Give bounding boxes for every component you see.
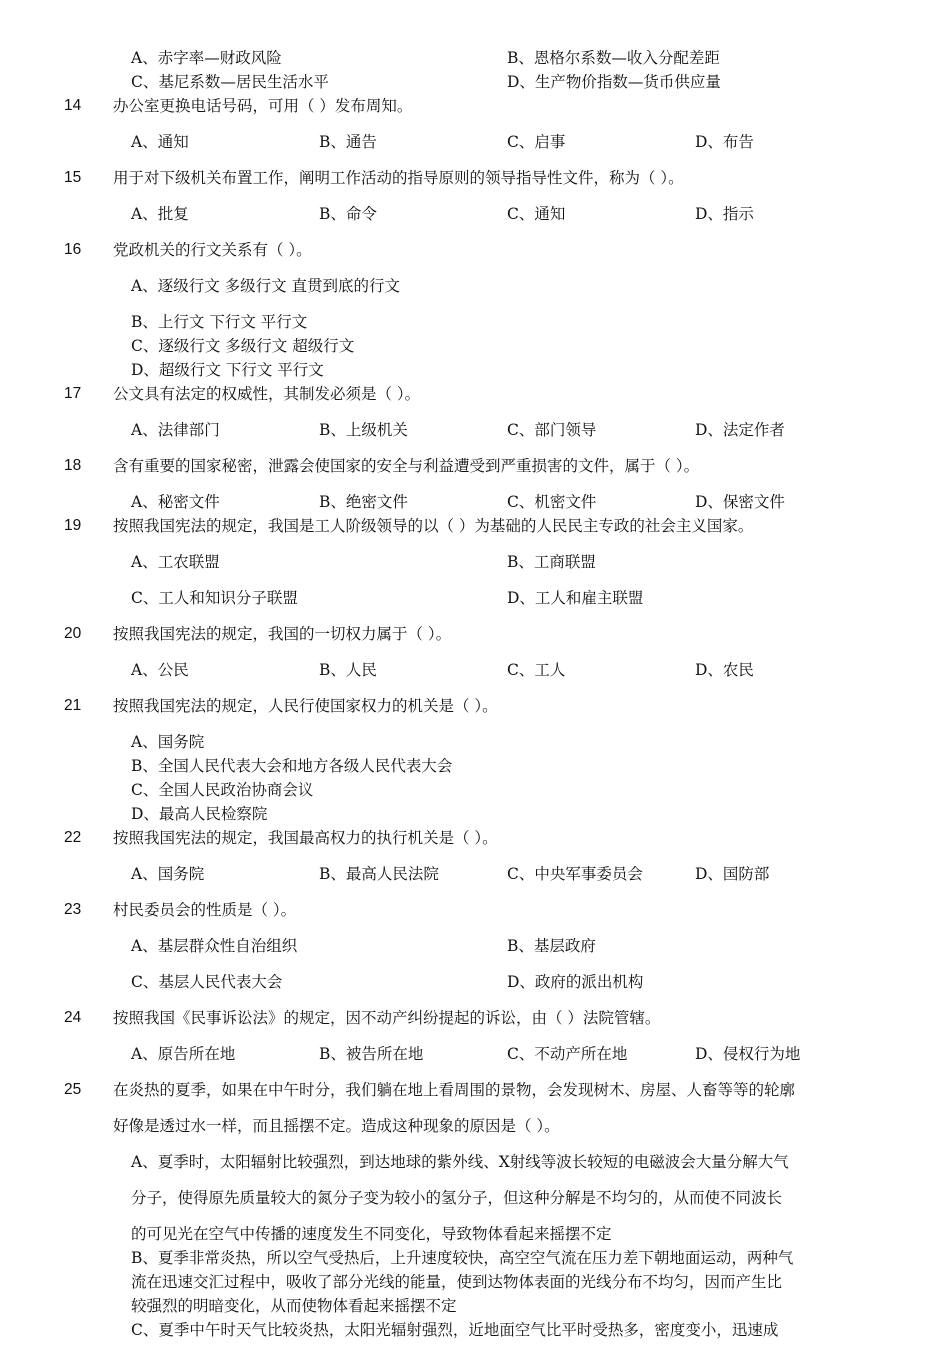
q25-option-a-line3: 的可见光在空气中传播的速度发生不同变化，导致物体看起来摇摆不定 [131, 1225, 612, 1243]
q25-option-b-line2: 流在迅速交汇过程中，吸收了部分光线的能量，使到达物体表面的光线分布不均匀，因而产生比 [131, 1273, 783, 1291]
q20-number: 20 [64, 625, 82, 642]
q16-option-b: B、上行文 下行文 平行文 [131, 313, 308, 331]
q24-option-b: B、被告所在地 [319, 1045, 424, 1063]
q17-option-c: C、部门领导 [507, 421, 597, 439]
q22-option-d: D、国防部 [695, 865, 770, 883]
q16-option-d: D、超级行文 下行文 平行文 [131, 361, 324, 379]
q24-question: 按照我国《民事诉讼法》的规定，因不动产纠纷提起的诉讼，由（ ）法院管辖。 [113, 1009, 661, 1027]
q25-option-a-line1: A、夏季时，太阳辐射比较强烈，到达地球的紫外线、X射线等波长较短的电磁波会大量分解大气 [131, 1153, 789, 1171]
q19-option-a: A、工农联盟 [131, 553, 220, 571]
q18-question: 含有重要的国家秘密，泄露会使国家的安全与利益遭受到严重损害的文件，属于（ ）。 [113, 457, 700, 475]
q24-number: 24 [64, 1009, 82, 1026]
q17-option-b: B、上级机关 [319, 421, 408, 439]
q15-option-a: A、批复 [131, 205, 189, 223]
q18-option-b: B、绝密文件 [319, 493, 408, 511]
q23-option-b: B、基层政府 [507, 937, 596, 955]
q20-option-c: C、工人 [507, 661, 566, 679]
q14-option-c: C、启事 [507, 133, 566, 151]
q19-option-d: D、工人和雇主联盟 [507, 589, 644, 607]
q25-option-c-line1: C、夏季中午时天气比较炎热，太阳光辐射强烈，近地面空气比平时受热多，密度变小，迅速成 [131, 1321, 779, 1339]
q24-option-c: C、不动产所在地 [507, 1045, 628, 1063]
q14-number: 14 [64, 97, 82, 114]
q13-option-a: A、赤字率—财政风险 [131, 49, 282, 67]
q17-number: 17 [64, 385, 82, 402]
q18-option-a: A、秘密文件 [131, 493, 220, 511]
q18-number: 18 [64, 457, 82, 474]
q16-option-a: A、逐级行文 多级行文 直贯到底的行文 [131, 277, 401, 295]
q15-number: 15 [64, 169, 82, 186]
q23-option-d: D、政府的派出机构 [507, 973, 644, 991]
q22-option-a: A、国务院 [131, 865, 205, 883]
q13-option-b: B、恩格尔系数—收入分配差距 [507, 49, 720, 67]
q19-number: 19 [64, 517, 82, 534]
q24-option-a: A、原告所在地 [131, 1045, 236, 1063]
q23-option-c: C、基层人民代表大会 [131, 973, 283, 991]
q17-option-d: D、法定作者 [695, 421, 785, 439]
q20-question: 按照我国宪法的规定，我国的一切权力属于（ ）。 [113, 625, 452, 643]
q17-option-a: A、法律部门 [131, 421, 220, 439]
q25-number: 25 [64, 1081, 82, 1098]
q19-question: 按照我国宪法的规定，我国是工人阶级领导的以（ ）为基础的人民民主专政的社会主义国家。 [113, 517, 754, 535]
q18-option-c: C、机密文件 [507, 493, 597, 511]
q15-option-c: C、通知 [507, 205, 566, 223]
q14-option-b: B、通告 [319, 133, 377, 151]
q21-option-d: D、最高人民检察院 [131, 805, 268, 823]
q20-option-a: A、公民 [131, 661, 189, 679]
q24-option-d: D、侵权行为地 [695, 1045, 801, 1063]
q22-option-b: B、最高人民法院 [319, 865, 439, 883]
q25-question-line2: 好像是透过水一样，而且摇摆不定。造成这种现象的原因是（ ）。 [113, 1117, 560, 1135]
q21-option-a: A、国务院 [131, 733, 205, 751]
q20-option-d: D、农民 [695, 661, 754, 679]
q14-option-d: D、布告 [695, 133, 754, 151]
q25-option-b-line3: 较强烈的明暗变化，从而使物体看起来摇摆不定 [131, 1297, 457, 1315]
q20-option-b: B、人民 [319, 661, 377, 679]
q21-question: 按照我国宪法的规定，人民行使国家权力的机关是（ ）。 [113, 697, 498, 715]
q19-option-c: C、工人和知识分子联盟 [131, 589, 298, 607]
q23-question: 村民委员会的性质是（ ）。 [113, 901, 297, 919]
q16-number: 16 [64, 241, 82, 258]
q23-option-a: A、基层群众性自治组织 [131, 937, 298, 955]
q16-option-c: C、逐级行文 多级行文 超级行文 [131, 337, 355, 355]
q25-option-a-line2: 分子，使得原先质量较大的氮分子变为较小的氢分子，但这种分解是不均匀的，从而使不同波长 [131, 1189, 783, 1207]
q18-option-d: D、保密文件 [695, 493, 785, 511]
q21-number: 21 [64, 697, 82, 714]
q15-option-b: B、命令 [319, 205, 377, 223]
q22-option-c: C、中央军事委员会 [507, 865, 643, 883]
q21-option-b: B、全国人民代表大会和地方各级人民代表大会 [131, 757, 453, 775]
q19-option-b: B、工商联盟 [507, 553, 596, 571]
q22-question: 按照我国宪法的规定，我国最高权力的执行机关是（ ）。 [113, 829, 498, 847]
q16-question: 党政机关的行文关系有（ ）。 [113, 241, 312, 259]
q25-question-line1: 在炎热的夏季，如果在中午时分，我们躺在地上看周围的景物，会发现树木、房屋、人畜等等的轮廓 [113, 1081, 796, 1099]
q14-option-a: A、通知 [131, 133, 189, 151]
q14-question: 办公室更换电话号码，可用（ ）发布周知。 [113, 97, 413, 115]
q13-option-d: D、生产物价指数—货币供应量 [507, 73, 721, 91]
q15-question: 用于对下级机关布置工作，阐明工作活动的指导原则的领导指导性文件，称为（ ）。 [113, 169, 684, 187]
q21-option-c: C、全国人民政治协商会议 [131, 781, 314, 799]
q13-option-c: C、基尼系数—居民生活水平 [131, 73, 329, 91]
q15-option-d: D、指示 [695, 205, 754, 223]
q17-question: 公文具有法定的权威性，其制发必须是（ ）。 [113, 385, 421, 403]
q25-option-b-line1: B、夏季非常炎热，所以空气受热后，上升速度较快，高空空气流在压力差下朝地面运动，两种气 [131, 1249, 794, 1267]
q22-number: 22 [64, 829, 82, 846]
q23-number: 23 [64, 901, 82, 918]
